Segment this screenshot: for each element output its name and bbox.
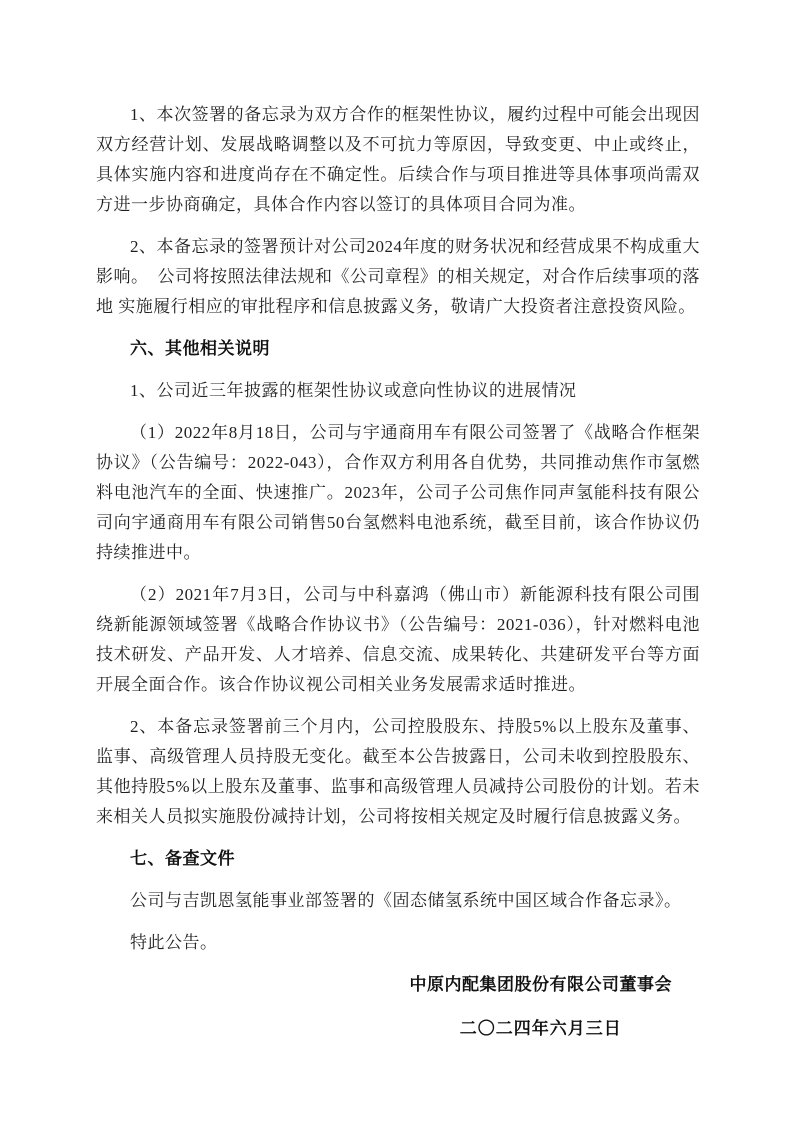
body-paragraph-risk-framework: 1、本次签署的备忘录为双方合作的框架性协议，履约过程中可能会出现因双方经营计划、发展战略调整以及不可抗力等原因，导致变更、中止或终止，具体实施内容和进度尚存在不确定性。后续合作与项目推进等具体事项尚需双方进一步协商确定，具体合作内容以签订的具体项目合同为准。 [96, 105, 700, 214]
body-paragraph-yutong-agreement: （1）2022年8月18日，公司与宇通商用车有限公司签署了《战略合作框架协议》（公告编号：2022-043），合作双方利用各自优势，共同推动焦作市氢燃料电池汽车的全面、快速推广。2023年，公司子公司焦作同声氢能科技有限公司向宇通商用车有限公司销售50台氢燃料电池系统，截至目前，该合作协议仍持续推进中。 [96, 423, 700, 562]
signature-inner [410, 970, 673, 1044]
section-heading-other-notes: 六、其他相关说明 [130, 339, 270, 358]
section-heading-reference-documents: 七、备查文件 [130, 849, 235, 868]
body-paragraph-shareholding-changes: 2、本备忘录签署前三个月内，公司控股股东、持股5%以上股东及董事、监事、高级管理人员持股无变化。截至本公告披露日，公司未收到控股股东、其他持股5%以上股东及董事、监事和高级管理人员减持公司股份的计划。若未来相关人员拟实施股份减持计划，公司将按相关规定及时履行信息披露义务。 [96, 717, 700, 826]
body-paragraph-progress-intro: 1、公司近三年披露的框架性协议或意向性协议的进展情况 [130, 381, 577, 400]
body-paragraph-closing: 特此公告。 [130, 933, 218, 952]
body-paragraph-zhongke-jiahong-agreement: （2）2021年7月3日，公司与中科嘉鸿（佛山市）新能源科技有限公司围绕新能源领域签署《战略合作协议书》（公告编号：2021-036），针对燃料电池技术研发、产品开发、人才培养、信息交流、成果转化、共建研发平台等方面开展全面合作。该合作协议视公司相关业务发展需求适时推进。 [96, 585, 700, 694]
body-paragraph-financial-impact: 2、本备忘录的签署预计对公司2024年度的财务状况和经营成果不构成重大影响。 公司将按照法律法规和《公司章程》的相关规定，对合作后续事项的落地 实施履行相应的审批程序和信息披露义务，敬请广大投资者注意投资风险。 [96, 237, 700, 316]
signature-date: 二〇二四年六月三日 [459, 1019, 622, 1038]
body-paragraph-reference-document: 公司与吉凯恩氢能事业部签署的《固态储氢系统中国区域合作备忘录》。 [130, 891, 682, 910]
signature-block [96, 970, 700, 1044]
signature-company: 中原内配集团股份有限公司董事会 [409, 975, 672, 994]
